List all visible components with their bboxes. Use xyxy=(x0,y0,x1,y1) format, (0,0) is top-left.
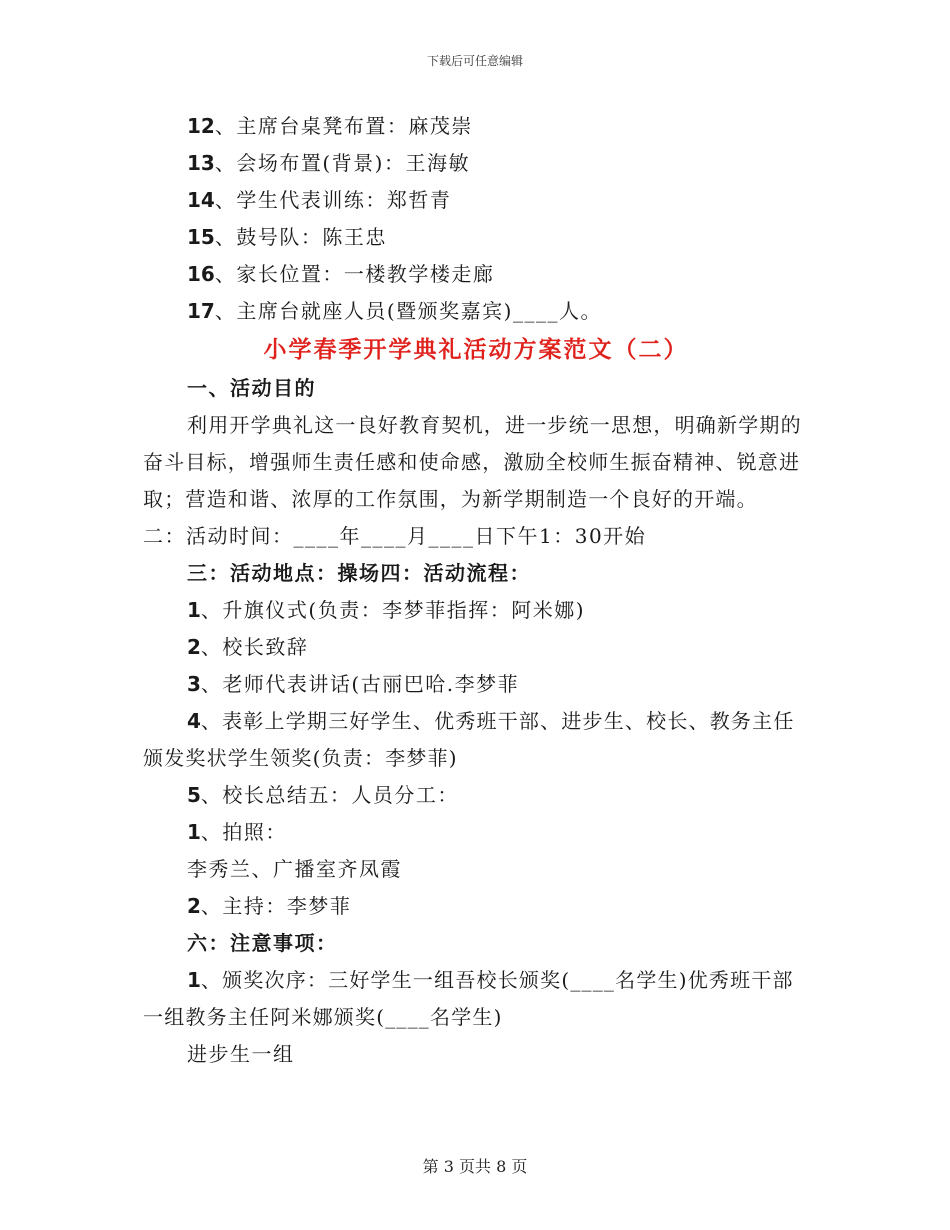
item-number: 3 xyxy=(187,672,201,696)
page-footer: 第 3 页共 8 页 xyxy=(422,1157,528,1176)
item-text: 、鼓号队：陈王忠 xyxy=(214,225,387,249)
list-item xyxy=(143,108,809,145)
section-title: 小学春季开学典礼活动方案范文（二） xyxy=(263,337,689,363)
list-item xyxy=(143,592,809,629)
list-item xyxy=(143,293,809,330)
list-item xyxy=(143,256,809,293)
purpose-paragraph: 利用开学典礼这一良好教育契机，进一步统一思想，明确新学期的奋斗目标，增强师生责任感和使命感，激励全校师生振奋精神、锐意进取；营造和谐、浓厚的工作氛围，为新学期制造一个良好的开端。 xyxy=(143,413,802,511)
heading-notes: 六：注意事项： xyxy=(187,931,338,955)
list-item xyxy=(143,777,809,814)
item-number: 5 xyxy=(187,783,201,807)
item-number: 4 xyxy=(187,709,201,733)
item-text: 、会场布置(背景)：王海敏 xyxy=(214,151,470,175)
photo-names: 李秀兰、广播室齐凤霞 xyxy=(187,857,402,881)
item-text: 、主持：李梦菲 xyxy=(200,894,352,918)
item-number: 1 xyxy=(187,598,201,622)
item-number: 1 xyxy=(187,820,201,844)
item-number: 14 xyxy=(187,188,215,212)
item-text: 、表彰上学期三好学生、优秀班干部、进步生、校长、教务主任颁发奖状学生领奖(负责：李梦菲) xyxy=(143,709,795,770)
item-number: 13 xyxy=(187,151,215,175)
item-number: 15 xyxy=(187,225,215,249)
item-number: 12 xyxy=(187,114,215,138)
time-line: 二：活动时间：____年____月____日下午1：30开始 xyxy=(143,524,647,548)
item-number: 1 xyxy=(187,968,201,992)
item-number: 2 xyxy=(187,635,201,659)
list-item xyxy=(143,666,809,703)
item-text: 、拍照： xyxy=(200,820,287,844)
document-body xyxy=(143,108,809,1073)
page-header: 下载后可任意编辑 xyxy=(426,54,523,68)
list-item xyxy=(143,629,809,666)
list-item xyxy=(143,703,809,777)
heading-place-flow: 三：活动地点：操场四：活动流程： xyxy=(187,561,531,585)
item-text: 、校长致辞 xyxy=(200,635,309,659)
item-text: 、升旗仪式(负责：李梦菲指挥：阿米娜) xyxy=(200,598,586,622)
heading-purpose: 一、活动目的 xyxy=(187,376,316,400)
item-number: 2 xyxy=(187,894,201,918)
item-text: 、主席台就座人员(暨颁奖嘉宾)____人。 xyxy=(214,299,602,323)
item-text: 、老师代表讲话(古丽巴哈.李梦菲 xyxy=(200,672,520,696)
item-text: 、学生代表训练：郑哲青 xyxy=(214,188,452,212)
list-item xyxy=(143,962,809,1036)
item-text: 、校长总结五：人员分工： xyxy=(200,783,459,807)
list-item xyxy=(143,219,809,256)
list-item xyxy=(143,814,809,851)
item-number: 17 xyxy=(187,299,215,323)
item-number: 16 xyxy=(187,262,215,286)
list-item xyxy=(143,888,809,925)
item-text: 、主席台桌凳布置：麻茂崇 xyxy=(214,114,473,138)
item-text: 、家长位置：一楼教学楼走廊 xyxy=(214,262,495,286)
notes-last-line: 进步生一组 xyxy=(187,1042,295,1066)
list-item xyxy=(143,145,809,182)
item-text: 、颁奖次序：三好学生一组吾校长颁奖(____名学生)优秀班干部一组教务主任阿米娜颁奖(____名学生) xyxy=(143,968,794,1029)
list-item xyxy=(143,182,809,219)
